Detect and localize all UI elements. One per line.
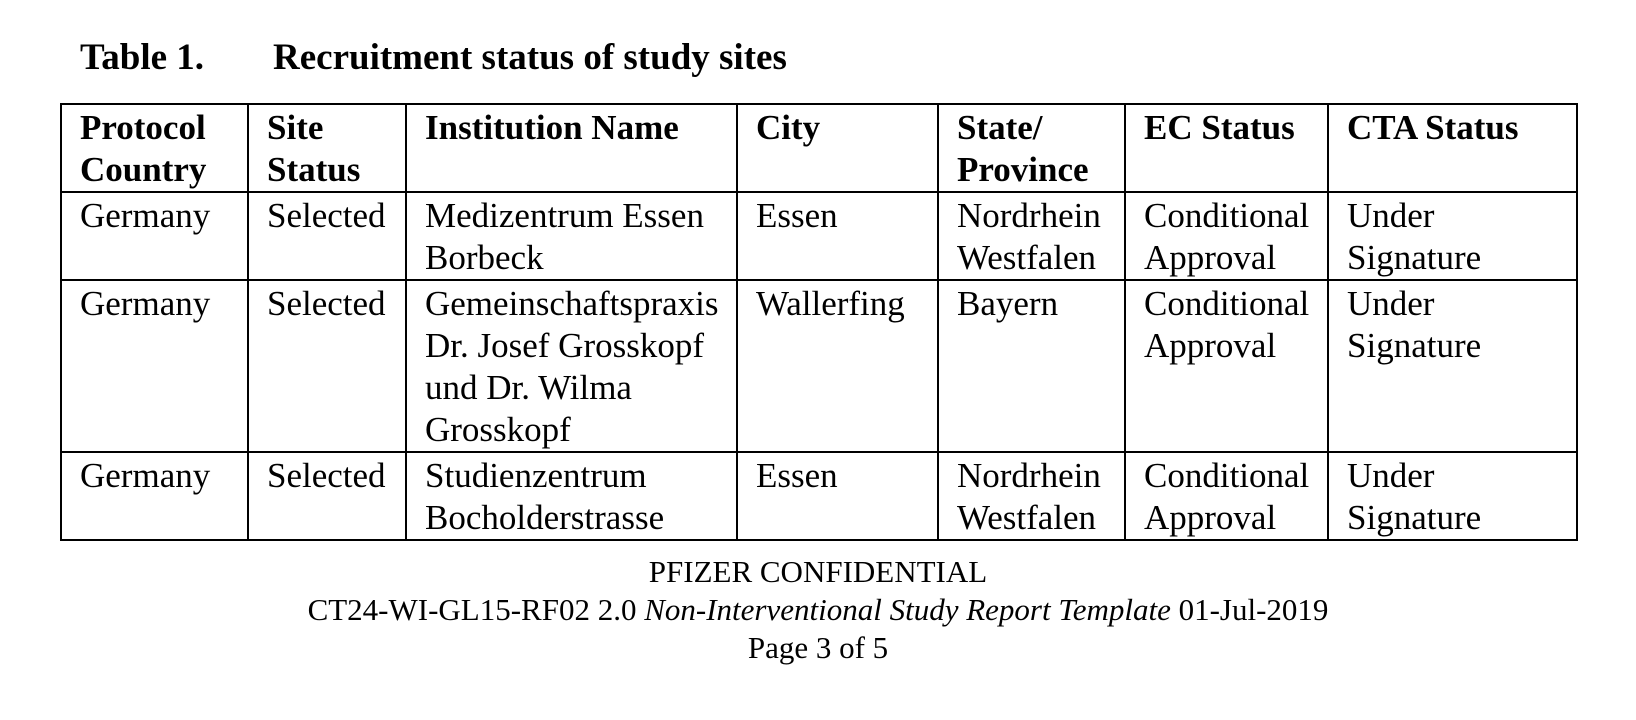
document-code: CT24-WI-GL15-RF02 2.0	[307, 592, 637, 627]
cell-cta-status: Under Signature	[1328, 192, 1577, 280]
table-caption	[80, 36, 787, 80]
cell-city: Wallerfing	[737, 280, 938, 452]
cell-protocol-country: Germany	[61, 280, 248, 452]
document-id-line	[0, 591, 1636, 629]
cell-state-province: Nordrhein Westfalen	[938, 452, 1125, 540]
cell-cta-status: Under Signature	[1328, 280, 1577, 452]
document-date: 01-Jul-2019	[1178, 592, 1329, 627]
header-ec-status: EC Status	[1125, 104, 1328, 192]
cell-protocol-country: Germany	[61, 452, 248, 540]
header-city: City	[737, 104, 938, 192]
header-site-status: Site Status	[248, 104, 406, 192]
table-row	[61, 452, 1577, 540]
cell-cta-status: Under Signature	[1328, 452, 1577, 540]
cell-ec-status: Conditional Approval	[1125, 280, 1328, 452]
page-number: Page 3 of 5	[747, 630, 889, 665]
table-number: Table 1.	[80, 37, 205, 78]
table-row	[61, 192, 1577, 280]
cell-site-status: Selected	[248, 280, 406, 452]
cell-state-province: Bayern	[938, 280, 1125, 452]
cell-institution-name: Medizentrum Essen Borbeck	[406, 192, 737, 280]
cell-protocol-country: Germany	[61, 192, 248, 280]
page-footer	[0, 553, 1636, 667]
cell-state-province: Nordrhein Westfalen	[938, 192, 1125, 280]
header-protocol-country: Protocol Country	[61, 104, 248, 192]
cell-city: Essen	[737, 452, 938, 540]
header-cta-status: CTA Status	[1328, 104, 1577, 192]
table-header-row	[61, 104, 1577, 192]
table-title: Recruitment status of study sites	[273, 37, 787, 78]
table-row	[61, 280, 1577, 452]
recruitment-status-table	[60, 103, 1578, 541]
confidentiality-notice: PFIZER CONFIDENTIAL	[648, 554, 988, 589]
cell-institution-name: Studienzentrum Bocholderstrasse	[406, 452, 737, 540]
cell-site-status: Selected	[248, 192, 406, 280]
header-institution-name: Institution Name	[406, 104, 737, 192]
cell-ec-status: Conditional Approval	[1125, 452, 1328, 540]
template-name: Non-Interventional Study Report Template	[644, 592, 1171, 627]
cell-city: Essen	[737, 192, 938, 280]
cell-site-status: Selected	[248, 452, 406, 540]
cell-institution-name: Gemeinschaftspraxis Dr. Josef Grosskopf und Dr. Wilma Grosskopf	[406, 280, 737, 452]
cell-ec-status: Conditional Approval	[1125, 192, 1328, 280]
header-state-province: State/ Province	[938, 104, 1125, 192]
